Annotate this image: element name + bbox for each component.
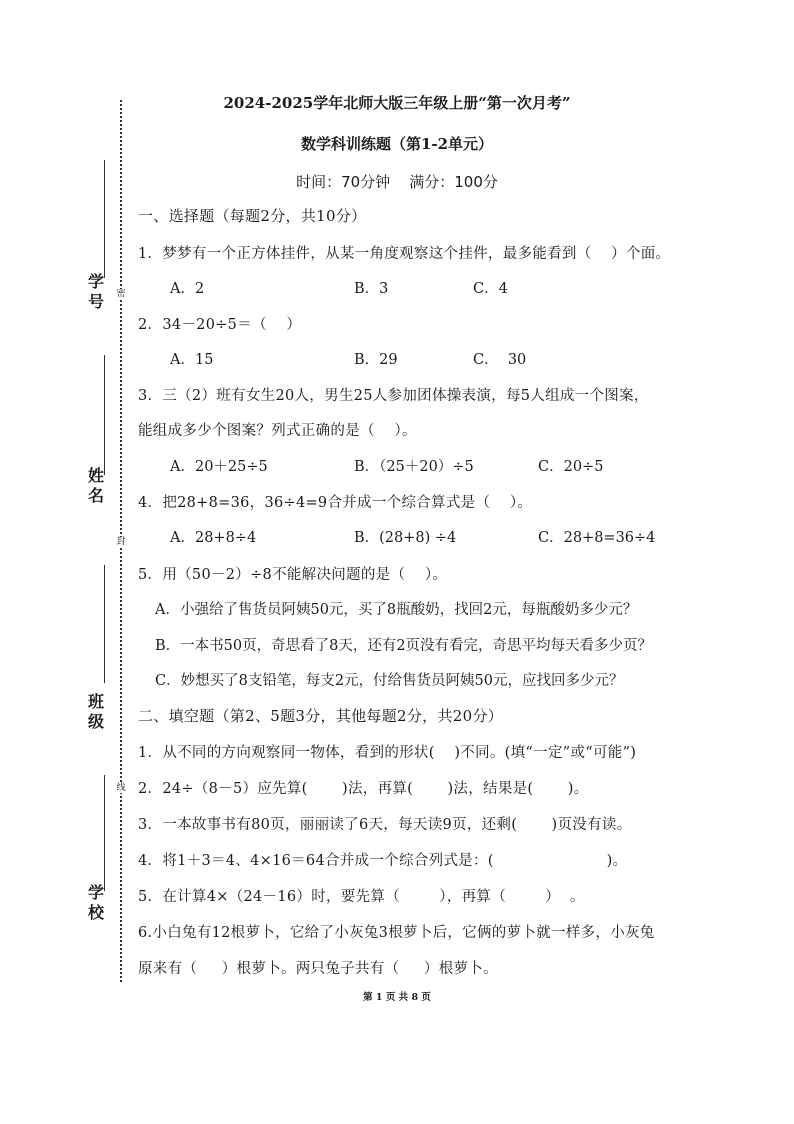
school-blank[interactable]	[104, 775, 105, 891]
q5-option-a[interactable]: A．小强给了售货员阿姨50元，买了8瓶酸奶，找回2元，每瓶酸奶多少元？	[155, 602, 638, 618]
seal-char-feng: 封	[116, 537, 126, 547]
student-number-blank[interactable]	[104, 160, 105, 278]
q1-option-c[interactable]: C．4	[473, 281, 508, 297]
q1-stem: 1．梦梦有一个正方体挂件，从某一角度观察这个挂件，最多能看到（ ）个面。	[138, 246, 671, 262]
seal-char-mi: 密	[116, 289, 126, 299]
q3-stem-line1: 3．三（2）班有女生20人，男生25人参加团体操表演，每5人组成一个图案，	[138, 388, 649, 404]
school-label: 学校	[87, 883, 104, 922]
fill-q6-line1: 6.小白兔有12根萝卜，它给了小灰兔3根萝卜后，它俩的萝卜就一样多，小灰兔	[138, 925, 655, 941]
exam-subtitle: 数学科训练题（第1-2单元）	[300, 135, 494, 153]
q3-stem-line2: 能组成多少个图案？列式正确的是（ ）。	[138, 423, 417, 439]
q4-option-b[interactable]: B．(28+8) ÷4	[354, 530, 457, 546]
q2-option-b[interactable]: B．29	[354, 352, 398, 368]
fill-q3: 3．一本故事书有80页，丽丽读了6天，每天读9页，还剩( )页没有读。	[138, 817, 632, 833]
section1-heading: 一、选择题（每题2分，共10分）	[138, 207, 367, 225]
time-score-info: 时间：70分钟 满分：100分	[296, 173, 498, 191]
q2-option-c[interactable]: C． 30	[473, 352, 527, 368]
q4-option-c[interactable]: C．28+8=36÷4	[538, 530, 656, 546]
student-number-label: 学号	[87, 272, 104, 311]
class-label: 班级	[87, 692, 104, 731]
section2-heading: 二、填空题（第2、5题3分，其他每题2分，共20分）	[138, 707, 504, 725]
page-number: 第 1 页 共 8 页	[363, 992, 431, 1003]
q5-option-b[interactable]: B．一本书50页，奇思看了8天，还有2页没有看完，奇思平均每天看多少页？	[155, 638, 653, 654]
q1-option-a[interactable]: A．2	[170, 281, 205, 297]
q5-option-c[interactable]: C．妙想买了8支铅笔，每支2元，付给售货员阿姨50元，应找回多少元？	[155, 673, 624, 689]
fill-q5: 5．在计算4×（24－16）时，要先算（ ），再算（ ） 。	[138, 889, 585, 905]
fill-q1: 1．从不同的方向观察同一物体，看到的形状( )不同。(填“一定”或“可能”)	[138, 745, 637, 761]
q4-stem: 4．把28+8=36，36÷4=9合并成一个综合算式是（ ）。	[138, 495, 533, 511]
fill-q6-line2: 原来有（ ）根萝卜。两只兔子共有（ ）根萝卜。	[138, 961, 498, 977]
q1-option-b[interactable]: B．3	[354, 281, 389, 297]
q3-option-c[interactable]: C．20÷5	[538, 459, 604, 475]
q5-stem: 5．用（50－2）÷8不能解决问题的是（ ）。	[138, 567, 448, 583]
q3-option-b[interactable]: B．（25＋20）÷5	[354, 459, 474, 475]
fill-q2: 2．24÷（8－5）应先算( )法，再算( )法，结果是( )。	[138, 781, 589, 797]
class-blank[interactable]	[104, 565, 105, 683]
seal-char-xian: 线	[116, 783, 126, 793]
exam-title: 2024-2025学年北师大版三年级上册“第一次月考”	[223, 94, 571, 112]
name-label: 姓名	[87, 466, 104, 505]
q3-option-a[interactable]: A．20＋25÷5	[170, 459, 268, 475]
fill-q4: 4．将1＋3＝4、4×16＝64合并成一个综合列式是：( )。	[138, 853, 628, 869]
q2-stem: 2．34－20÷5＝（ ）	[138, 317, 302, 333]
q4-option-a[interactable]: A．28+8÷4	[170, 530, 257, 546]
name-blank[interactable]	[104, 355, 105, 475]
q2-option-a[interactable]: A．15	[170, 352, 214, 368]
